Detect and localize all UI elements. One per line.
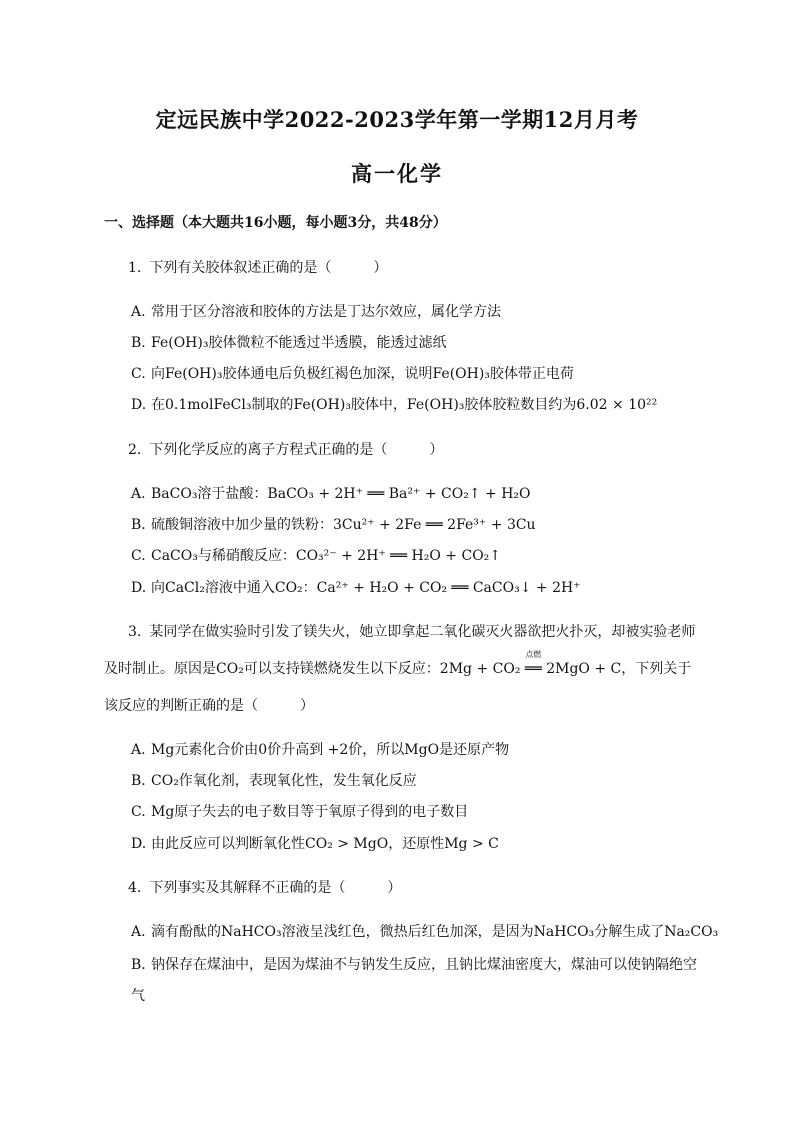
q3-option-b: B. CO₂作氧化剂，表现氧化性，发生氧化反应	[131, 773, 417, 789]
section-heading: 一、选择题（本大题共16小题，每小题3分，共48分）	[104, 215, 447, 231]
question-number: 1.	[128, 260, 142, 276]
q3-option-a: A. Mg元素化合价由0价升高到 +2价，所以MgO是还原产物	[131, 742, 510, 758]
question-3	[128, 622, 695, 642]
question-stem: 下列有关胶体叙述正确的是（ ）	[149, 260, 388, 276]
q2-option-b: B. 硫酸铜溶液中加少量的铁粉：3Cu²⁺ + 2Fe ══ 2Fe³⁺ + 3Cu	[131, 517, 536, 533]
q1-option-b: B. Fe(OH)₃胶体微粒不能透过半透膜，能透过滤纸	[131, 335, 447, 351]
page-title: 定远民族中学2022-2023学年第一学期12月月考	[155, 107, 639, 132]
question-number: 4.	[128, 880, 142, 896]
q4-option-a: A. 滴有酚酞的NaHCO₃溶液呈浅红色，微热后红色加深，是因为NaHCO₃分解生成了Na₂CO₃	[131, 924, 719, 940]
q2-option-c: C. CaCO₃与稀硝酸反应：CO₃²⁻ + 2H⁺ ══ H₂O + CO₂↑	[131, 548, 502, 564]
question-stem: 下列事实及其解释不正确的是（ ）	[149, 880, 402, 896]
q1-option-d: D. 在0.1molFeCl₃制取的Fe(OH)₃胶体中，Fe(OH)₃胶体胶粒数目约为6.02 × 10²²	[131, 397, 658, 413]
question-4	[128, 878, 401, 898]
page-subtitle: 高一化学	[351, 161, 443, 186]
q3-option-d: D. 由此反应可以判断氧化性CO₂ > MgO，还原性Mg > C	[131, 836, 499, 852]
question-2	[128, 440, 443, 460]
question-stem-line-1: 某同学在做实验时引发了镁失火，她立即拿起二氧化碳灭火器欲把火扑灭，却被实验老师	[149, 624, 696, 640]
question-number: 3.	[128, 624, 142, 640]
question-1	[128, 258, 387, 278]
q1-option-c: C. 向Fe(OH)₃胶体通电后负极红褐色加深，说明Fe(OH)₃胶体带正电荷	[131, 366, 574, 382]
q4-option-b: B. 钠保存在煤油中，是因为煤油不与钠发生反应，且钠比煤油密度大，煤油可以使钠隔绝空	[131, 957, 697, 973]
question-3-line-2: 及时制止。原因是CO₂可以支持镁燃烧发生以下反应：2Mg + CO₂ 点燃 ══ 2MgO + C，下列关于	[104, 650, 692, 677]
question-3-line-3: 该反应的判断正确的是（ ）	[104, 698, 314, 714]
question-stem: 下列化学反应的离子方程式正确的是（ ）	[149, 442, 444, 458]
q4-option-b-continued: 气	[131, 988, 145, 1004]
q2-option-d: D. 向CaCl₂溶液中通入CO₂：Ca²⁺ + H₂O + CO₂ ══ CaCO₃↓ + 2H⁺	[131, 580, 581, 596]
q1-option-a: A. 常用于区分溶液和胶体的方法是丁达尔效应，属化学方法	[131, 304, 501, 320]
q2-option-a: A. BaCO₃溶于盐酸：BaCO₃ + 2H⁺ ══ Ba²⁺ + CO₂↑ + H₂O	[131, 486, 531, 502]
question-number: 2.	[128, 442, 142, 458]
q3-option-c: C. Mg原子失去的电子数目等于氧原子得到的电子数目	[131, 804, 469, 820]
reaction-condition: 点燃	[525, 650, 542, 659]
reaction-arrow: 点燃 ══	[524, 650, 542, 677]
